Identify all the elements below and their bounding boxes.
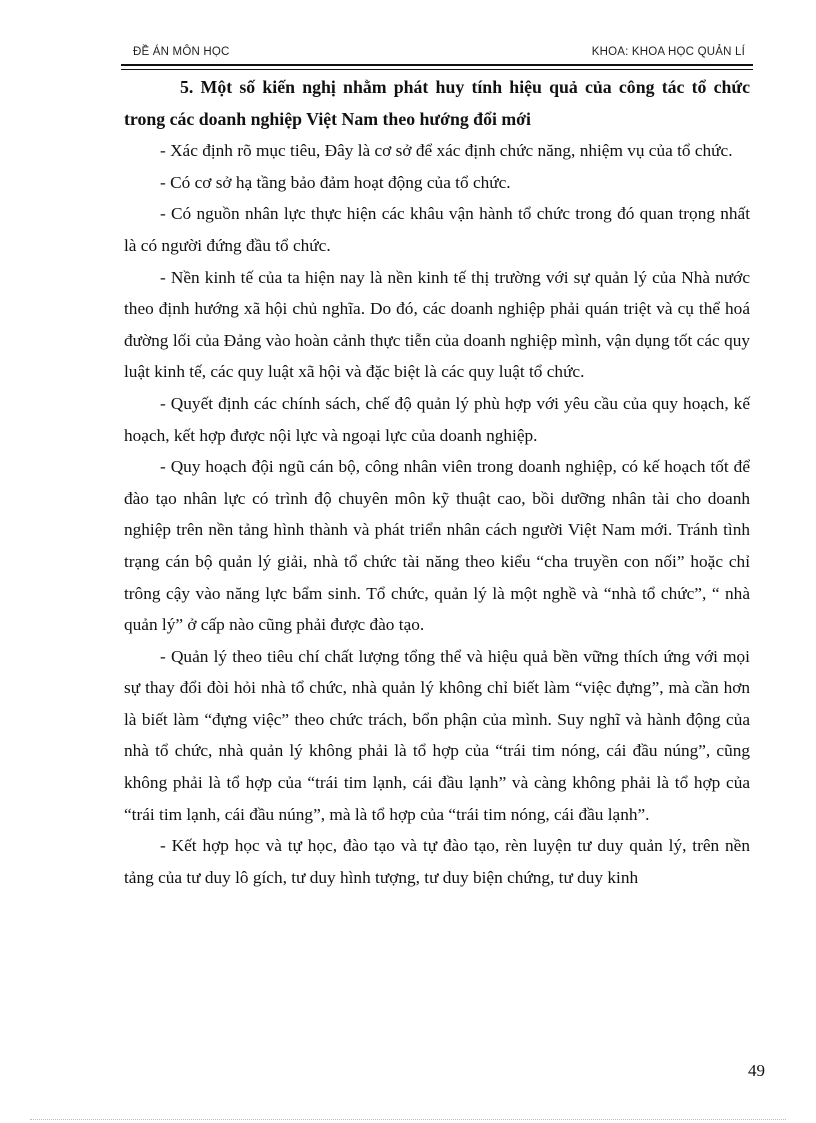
paragraph-infrastructure: - Có cơ sở hạ tầng bảo đảm hoạt động của tổ chức.: [160, 172, 511, 192]
paragraph-goal: - Xác định rõ mục tiêu, Đây là cơ sở để xác định chức năng, nhiệm vụ của tổ chức.: [160, 141, 733, 161]
paragraph-learning: - Kết hợp học và tự học, đào tạo và tự đào tạo, rèn luyện tư duy quản lý, trên nền tảng của tư duy lô gích, tư duy hình tượng, tư duy biện chứng, tư duy kinh: [124, 836, 750, 887]
paragraph-human-resources: - Có nguồn nhân lực thực hiện các khâu vận hành tổ chức trong đó quan trọng nhất là có người đứng đầu tổ chức.: [124, 204, 750, 255]
header-course-label: ĐỀ ÁN MÔN HỌC: [133, 46, 230, 58]
page-bottom-divider: [30, 1119, 786, 1120]
paragraph-market-economy: - Nền kinh tế của ta hiện nay là nền kinh tế thị trường với sự quản lý của Nhà nước theo định hướng xã hội chủ nghĩa. Do đó, các doanh nghiệp phải quán triệt và cụ thể hoá đường lối của Đảng vào hoàn cảnh thực tiễn của doanh nghiệp mình, vận dụng tốt các quy luật kinh tế, các quy luật xã hội và đặc biệt là các quy luật tổ chức.: [124, 267, 750, 382]
header-rule-thin: [121, 69, 753, 70]
header-faculty-label: KHOA: KHOA HỌC QUẢN LÍ: [591, 46, 745, 58]
paragraph-policies: - Quyết định các chính sách, chế độ quản lý phù hợp với yêu cầu của quy hoạch, kế hoạch, kết hợp được nội lực và ngoại lực của doanh nghiệp.: [124, 393, 750, 445]
page-number: 49: [748, 1061, 765, 1080]
header-rule-thick: [121, 64, 753, 66]
page-body: [124, 72, 750, 893]
section-heading: 5. Một số kiến nghị nhằm phát huy tính hiệu quả của công tác tổ chức trong các doanh nghiệp Việt Nam theo hướng đổi mới: [124, 77, 750, 129]
running-header: [121, 40, 753, 60]
paragraph-quality-management: - Quản lý theo tiêu chí chất lượng tổng thể và hiệu quả bền vững thích ứng với mọi sự thay đổi đòi hỏi nhà tổ chức, nhà quản lý không chỉ biết làm “việc đựng”, mà cần hơn là biết làm “đựng việc” theo chức trách, bổn phận của mình. Suy nghĩ và hành động của nhà tổ chức, nhà quản lý không phải là tổ hợp của “trái tim nóng, cái đầu núng”, cũng không phải là tổ hợp của “trái tim lạnh, cái đầu lạnh” và càng không phải là tổ hợp của “trái tim lạnh, cái đầu núng”, mà là tổ hợp của “trái tim nóng, cái đầu lạnh”.: [124, 646, 750, 824]
paragraph-staff-planning: - Quy hoạch đội ngũ cán bộ, công nhân viên trong doanh nghiệp, có kế hoạch tốt để đào tạo nhân lực có trình độ chuyên môn kỹ thuật cao, bồi dưỡng nhân tài cho doanh nghiệp trên nền tảng hình thành và phát triển nhân cách người Việt Nam mới. Tránh tình trạng cán bộ quản lý giải, nhà tổ chức tài năng theo kiểu “cha truyền con nối” hoặc chỉ trông cậy vào năng lực bẩm sinh. Tổ chức, quản lý là một nghề và “nhà tổ chức”, “ nhà quản lý” ở cấp nào cũng phải được đào tạo.: [124, 457, 750, 635]
